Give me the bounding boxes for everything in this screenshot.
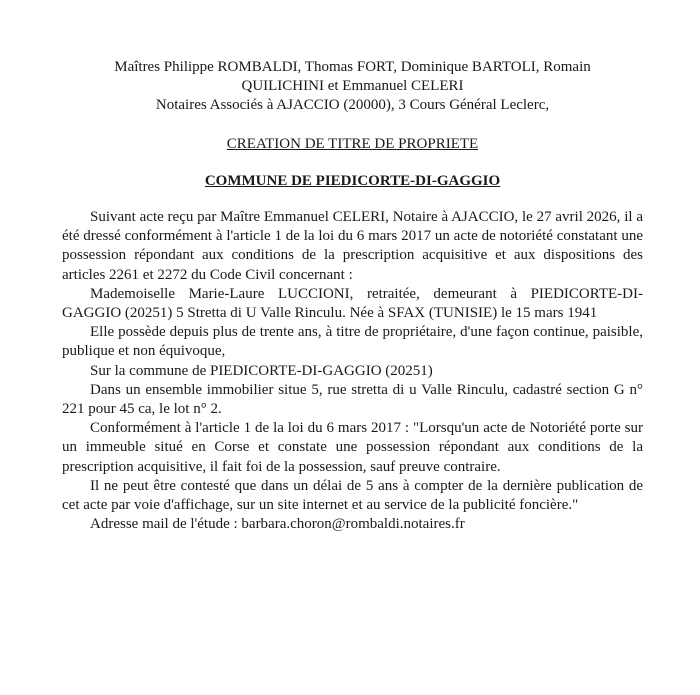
- header-line: QUILICHINI et Emmanuel CELERI: [241, 78, 464, 95]
- paragraph-contest-delay: Il ne peut être contesté que dans un délai de 5 ans à compter de la dernière publication de cet acte par voie d'affichage, sur un site internet et au service de la publicité foncière.": [62, 477, 643, 514]
- paragraph-possession: Elle possède depuis plus de trente ans, à titre de propriétaire, d'une façon continue, paisible, publique et non équivoque,: [62, 324, 643, 360]
- header-line: Maîtres Philippe ROMBALDI, Thomas FORT, Dominique BARTOLI, Romain: [114, 59, 591, 75]
- document-title: CREATION DE TITRE DE PROPRIETE: [226, 135, 479, 152]
- commune-title: COMMUNE DE PIEDICORTE-DI-GAGGIO: [204, 172, 501, 189]
- notice-page: [62, 0, 643, 534]
- notice-body: [62, 208, 643, 534]
- paragraph-email: Adresse mail de l'étude : barbara.choron@rombaldi.notaires.fr: [90, 516, 465, 533]
- paragraph-property: Dans un ensemble immobilier situe 5, rue stretta di u Valle Rinculu, cadastré section G n° 221 pour 45 ca, le lot n° 2.: [62, 381, 643, 418]
- paragraph-law-quote: Conformément à l'article 1 de la loi du 6 mars 2017 : "Lorsqu'un acte de Notoriété porte sur un immeuble situé en Corse et constate une possession répondant aux conditions de la prescription acquisitive, il fait foi de la possession, sauf preuve contraire.: [62, 420, 643, 475]
- paragraph-commune: Sur la commune de PIEDICORTE-DI-GAGGIO (20251): [90, 362, 433, 379]
- header-line: Notaires Associés à AJACCIO (20000), 3 Cours Général Leclerc,: [155, 97, 550, 114]
- paragraph-beneficiary: Mademoiselle Marie-Laure LUCCIONI, retraitée, demeurant à PIEDICORTE-DI-GAGGIO (20251) 5 Stretta di U Valle Rinculu. Née à SFAX (TUNISIE) le 15 mars 1941: [62, 285, 643, 322]
- notary-header: [62, 58, 643, 116]
- paragraph-acte: Suivant acte reçu par Maître Emmanuel CELERI, Notaire à AJACCIO, le 27 avril 2026, il a été dressé conformément à l'article 1 de la loi du 6 mars 2017 un acte de notoriété constatant une possession répondant aux conditions de la prescription acquisitive et aux dispositions des articles 2261 et 2272 du Code Civil concernant :: [62, 209, 643, 283]
